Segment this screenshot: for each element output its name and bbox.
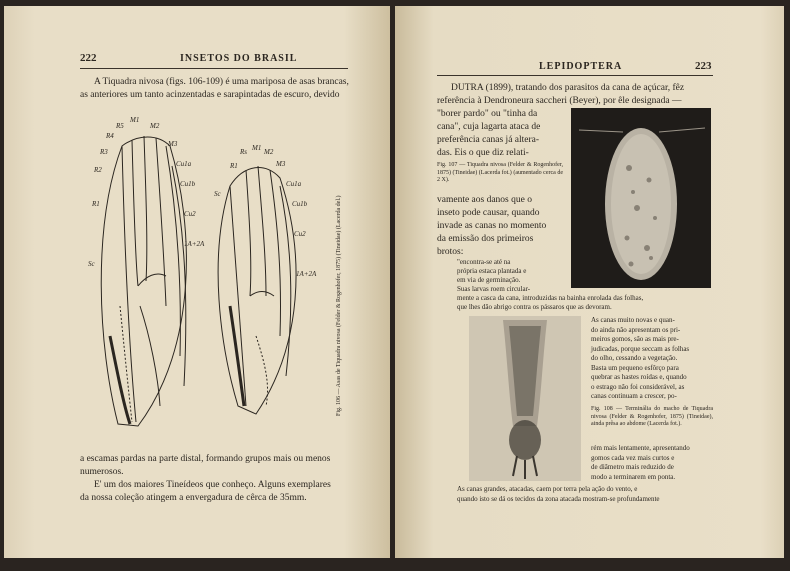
- svg-text:Cu2: Cu2: [184, 210, 196, 218]
- svg-text:R1: R1: [230, 162, 238, 170]
- page-number: 223: [695, 60, 712, 72]
- quote3-line-0: rém mais lentamente, apresentando: [591, 444, 690, 452]
- right-page: [395, 6, 784, 558]
- text-line-1: referência à Dendroneura saccheri (Beyer), por êle designada —: [437, 96, 682, 106]
- svg-text:Sc: Sc: [88, 260, 95, 268]
- quote2-line-4: do olho, cessando a vegetação.: [591, 354, 678, 362]
- intro-line-2: as anteriores um tanto acinzentadas e sarapintadas de escuro, devido: [80, 90, 340, 100]
- quote2-line-0: As canas muito novas e quan-: [591, 316, 675, 324]
- svg-text:1A+2A: 1A+2A: [184, 240, 205, 248]
- page-number: 222: [80, 52, 97, 64]
- text-line-5: das. Eis o que diz relati-: [437, 148, 529, 158]
- svg-text:M2: M2: [150, 122, 160, 130]
- intro-line-1: A Tiquadra nivosa (figs. 106-109) é uma mariposa de asas brancas,: [94, 77, 349, 87]
- quote2-line-7: o estrago não foi considerável, as: [591, 382, 685, 391]
- quote2-line-1: do ainda não apresentam os pri-: [591, 325, 681, 334]
- terminalia-image: [469, 316, 581, 481]
- forewing-drawing: [101, 136, 186, 426]
- fig107-caption: Fig. 107 — Tiquadra nivosa (Felder & Rogenhofer, 1875) (Tineidae) (Lacerda fot.) (aumentado cerca de 2 X).: [437, 162, 563, 183]
- svg-text:Cu1a: Cu1a: [286, 180, 302, 188]
- wing-labels: [88, 116, 317, 278]
- svg-text:Cu1a: Cu1a: [176, 160, 192, 168]
- svg-text:R5: R5: [116, 122, 124, 130]
- quote2-line-8: canas continuam a crescer, po-: [591, 392, 677, 400]
- text-line-4: preferência canas já altera-: [437, 135, 540, 145]
- quote-end-line-0: As canas grandes, atacadas, caem por terra pela ação do vento, e: [457, 485, 638, 493]
- text-line-2: "borer pardo" ou "tinha da: [437, 109, 538, 119]
- quote2-line-3: judicadas, porque seccam as folhas: [591, 344, 690, 353]
- quote2-line-2: meiros gomos, são as mais pre-: [591, 335, 679, 343]
- terminalia-photograph: [469, 316, 581, 481]
- svg-text:R3: R3: [100, 148, 108, 156]
- quote1-line-0: "encontra-se até na: [457, 258, 511, 266]
- svg-text:1A+2A: 1A+2A: [296, 270, 317, 278]
- quote1-line-3: Suas larvas roem circular-: [457, 285, 531, 293]
- svg-text:Sc: Sc: [214, 190, 221, 198]
- quote2-line-5: Basta um pequeno esfôrço para: [591, 363, 679, 372]
- quote-wide-line-1: que lhes dão abrigo contra os pássaros que as devoram.: [457, 303, 612, 311]
- para2-line-2: da nossa coleção atingem a envergadura de cêrca de 35mm.: [80, 493, 307, 503]
- quote1-line-2: em via de germinação.: [457, 276, 521, 284]
- quote1-line-1: própria estaca plantada e: [457, 267, 527, 275]
- para1-line-1: a escamas pardas na parte distal, formando grupos mais ou menos: [80, 454, 331, 464]
- quote-wide-line-0: mente a casca da cana, introduzidas na bainha enrolada das folhas,: [457, 294, 644, 302]
- quote-end-line-1: quando isto se dá os tecidos da zona atacada mostram-se profundamente: [457, 494, 660, 503]
- svg-text:M2: M2: [264, 148, 274, 156]
- text-line-0: DUTRA (1899), tratando dos parasitos da cana de açúcar, fêz: [451, 83, 685, 93]
- moth-photograph: [571, 108, 711, 288]
- svg-text:R4: R4: [106, 132, 114, 140]
- hindwing-drawing: [218, 166, 296, 414]
- para1-line-2: numerosos.: [80, 467, 124, 477]
- svg-text:Rs: Rs: [240, 148, 247, 156]
- svg-text:M3: M3: [168, 140, 178, 148]
- wing-venation-figure: [80, 106, 352, 446]
- text2-line-1: inseto pode causar, quando: [437, 208, 540, 218]
- svg-text:M3: M3: [276, 160, 286, 168]
- quote2-line-6: quebrar as hastes roídas e, quando: [591, 373, 687, 381]
- text2-line-4: brotos:: [437, 247, 464, 257]
- moth-image: [571, 108, 711, 288]
- para2-line-1: E' um dos maiores Tineídeos que conheço. Alguns exemplares: [94, 480, 331, 490]
- fig108-caption: Fig. 108 — Terminália do macho de Tiquadra nivosa (Felder & Rogenhofer, 1875) (Tineidae), ainda prêsa ao abdome (Lacerda fot.).: [591, 406, 713, 427]
- svg-text:M1: M1: [252, 144, 262, 152]
- text-line-3: cana", cuja lagarta ataca de: [437, 122, 541, 132]
- svg-text:R1: R1: [92, 200, 100, 208]
- left-page: [4, 6, 390, 558]
- quote3-line-3: modo a terminarem em ponta.: [591, 472, 676, 481]
- svg-text:Cu2: Cu2: [294, 230, 306, 238]
- svg-text:M1: M1: [130, 116, 140, 124]
- text2-line-0: vamente aos danos que o: [437, 195, 532, 205]
- running-head: LEPIDOPTERA: [539, 61, 623, 72]
- svg-text:R2: R2: [94, 166, 102, 174]
- figure-caption: Fig. 106 — Asas de Tiquadra nivosa (Felder & Rogenhofer, 1875) (Tineidae) (Lacerda del.): [336, 195, 342, 416]
- quote3-line-2: de diâmetro mais reduzido de: [591, 463, 674, 471]
- running-head: INSETOS DO BRASIL: [180, 53, 298, 64]
- quote3-line-1: gomos cada vez mais curtos e: [591, 453, 675, 462]
- svg-text:Cu1b: Cu1b: [292, 200, 308, 208]
- svg-text:Cu1b: Cu1b: [180, 180, 196, 188]
- text2-line-2: invade as canas no momento: [437, 221, 547, 231]
- text2-line-3: da emissão dos primeiros: [437, 234, 534, 244]
